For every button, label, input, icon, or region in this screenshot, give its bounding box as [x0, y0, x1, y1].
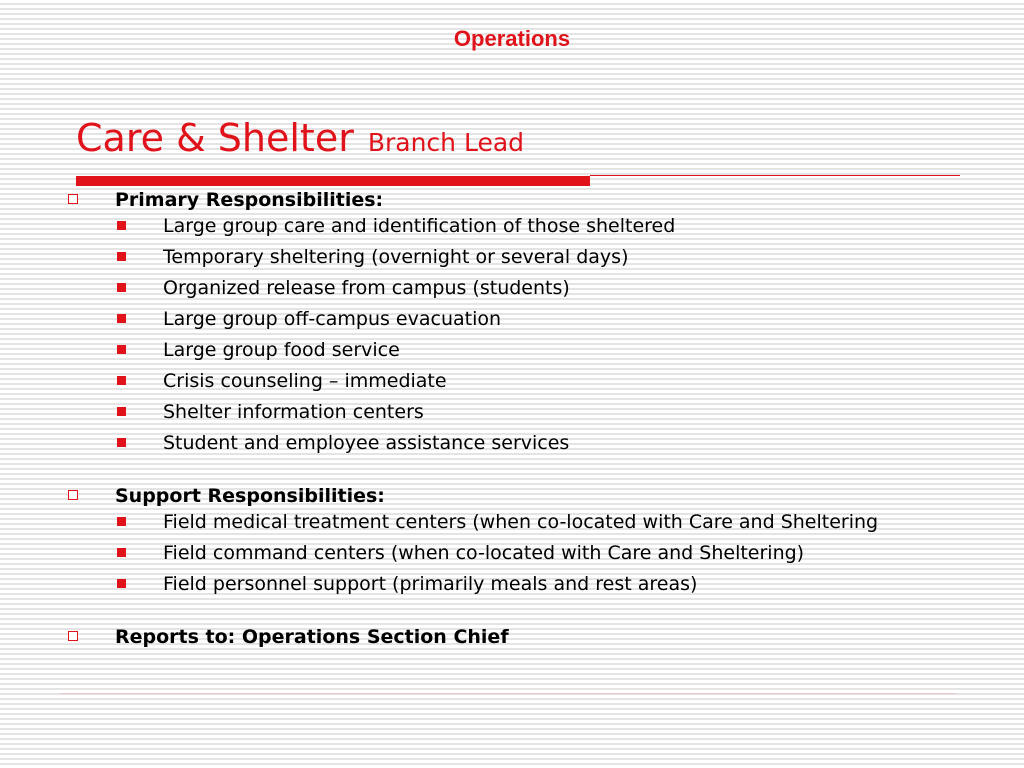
list-item-text: Field personnel support (primarily meals and rest areas) — [163, 573, 698, 595]
list-item-text: Field medical treatment centers (when co-located with Care and Sheltering — [163, 511, 879, 533]
list-item-text: Student and employee assistance services — [163, 432, 570, 454]
list-item-text: Large group off-campus evacuation — [163, 308, 502, 330]
hollow-square-bullet-icon — [68, 631, 78, 641]
list-item-text: Crisis counseling – immediate — [163, 370, 447, 392]
filled-square-bullet-icon — [117, 221, 126, 230]
list-item-text: Organized release from campus (students) — [163, 277, 570, 299]
list-item — [0, 510, 1024, 535]
hollow-square-bullet-icon — [68, 490, 78, 500]
section-heading-text: Primary Responsibilities: — [115, 189, 384, 211]
slide-title — [76, 116, 524, 160]
list-item — [0, 245, 1024, 270]
slide-title-main: Care & Shelter — [76, 116, 354, 160]
filled-square-bullet-icon — [117, 376, 126, 385]
title-underline-rule — [590, 175, 960, 176]
list-item — [0, 431, 1024, 456]
filled-square-bullet-icon — [117, 517, 126, 526]
section-heading-text: Reports to: Operations Section Chief — [115, 626, 509, 648]
list-item — [0, 214, 1024, 239]
footer-rule — [60, 693, 956, 694]
content-body — [0, 186, 1024, 677]
list-item — [0, 572, 1024, 597]
list-item — [0, 541, 1024, 566]
list-item-text: Large group food service — [163, 339, 400, 361]
list-item — [0, 400, 1024, 425]
filled-square-bullet-icon — [117, 579, 126, 588]
title-underline-bar — [76, 176, 590, 186]
section-heading — [0, 186, 1024, 214]
list-item-text: Field command centers (when co-located with Care and Sheltering) — [163, 542, 805, 564]
section-reports-to — [0, 623, 1024, 651]
section-heading — [0, 482, 1024, 510]
section-heading-text: Support Responsibilities: — [115, 485, 385, 507]
list-item-text: Temporary sheltering (overnight or several days) — [163, 246, 629, 268]
section-primary-responsibilities — [0, 186, 1024, 456]
filled-square-bullet-icon — [117, 438, 126, 447]
list-item — [0, 307, 1024, 332]
section-heading — [0, 623, 1024, 651]
list-item-text: Large group care and identification of those sheltered — [163, 215, 676, 237]
slide-title-sub: Branch Lead — [367, 128, 525, 157]
filled-square-bullet-icon — [117, 548, 126, 557]
filled-square-bullet-icon — [117, 345, 126, 354]
header-title: Operations — [453, 26, 571, 51]
hollow-square-bullet-icon — [68, 194, 78, 204]
list-item — [0, 276, 1024, 301]
filled-square-bullet-icon — [117, 407, 126, 416]
section-support-responsibilities — [0, 482, 1024, 597]
filled-square-bullet-icon — [117, 283, 126, 292]
list-item-text: Shelter information centers — [163, 401, 424, 423]
filled-square-bullet-icon — [117, 252, 126, 261]
filled-square-bullet-icon — [117, 314, 126, 323]
list-item — [0, 369, 1024, 394]
list-item — [0, 338, 1024, 363]
